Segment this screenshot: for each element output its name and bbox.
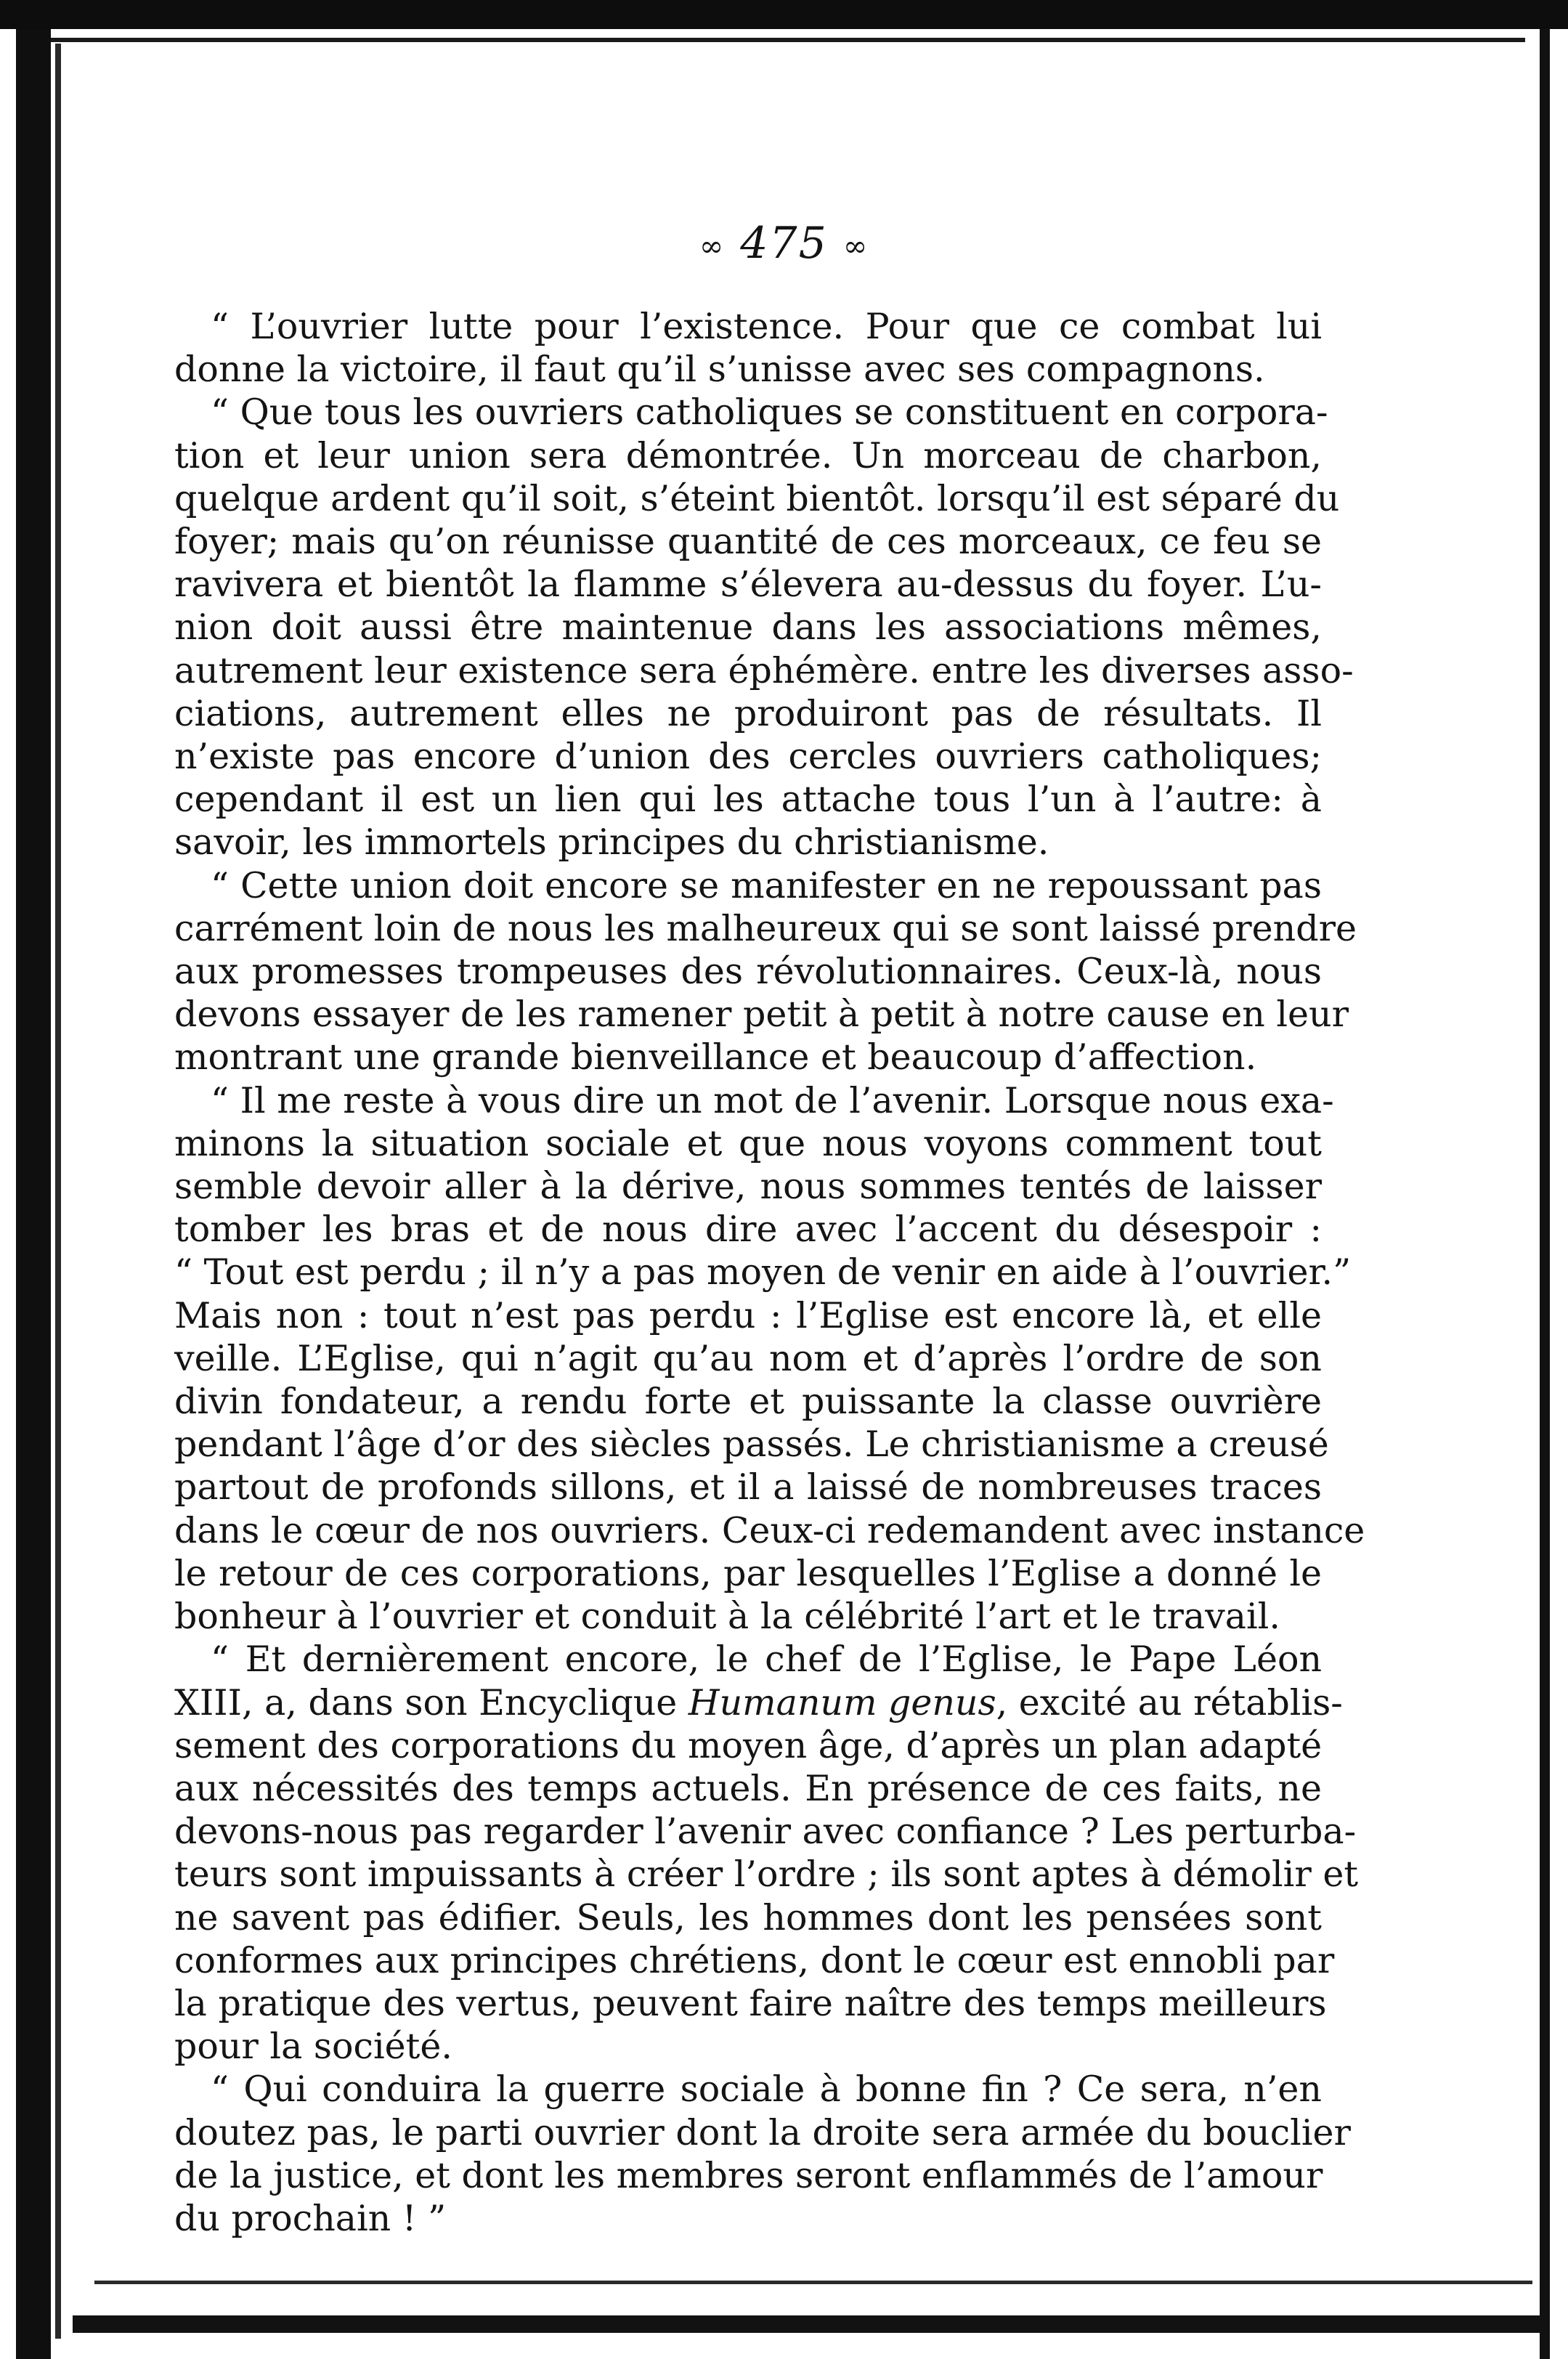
- text-line: [174, 1681, 1343, 1724]
- text-line: devons essayer de les ramener petit à petit à notre cause en leur: [174, 994, 1349, 1036]
- text-line: nion doit aussi être maintenue dans les associations mêmes,: [174, 606, 1322, 649]
- text-line: [174, 1638, 1322, 1681]
- text-line: “ Il me reste à vous dire un mot de l’avenir. Lorsque nous exa-: [211, 1079, 1334, 1121]
- text-line: [174, 1853, 1359, 1896]
- text-line: le retour de ces corporations, par lesquelles l’Eglise a donné le: [174, 1552, 1322, 1594]
- text-line: dans le cœur de nos ouvriers. Ceux-ci redemandent avec instance: [174, 1509, 1365, 1551]
- scan-border-bottom-inner: [94, 2281, 1532, 2284]
- text-line: [174, 1724, 1322, 1767]
- text-line: carrément loin de nous les malheureux qui se sont laissé prendre: [174, 907, 1357, 949]
- text-line: semble devoir aller à la dérive, nous sommes tentés de laisser: [174, 1166, 1322, 1208]
- text-line: n’existe pas encore d’union des cercles ouvriers catholiques;: [174, 736, 1322, 778]
- text-line: du prochain ! ”: [174, 2197, 447, 2239]
- body-text: [174, 305, 1365, 2240]
- ornament-right-icon: ∞: [842, 230, 869, 264]
- text-line: divin fondateur, a rendu forte et puissante la classe ouvrière: [174, 1381, 1322, 1423]
- scan-border-left: [16, 29, 51, 2359]
- text-segment: sement des corporations du moyen âge, d’après un plan adapté: [174, 1724, 1323, 1766]
- text-segment: , excité au rétablis-: [996, 1681, 1343, 1723]
- text-line: tion et leur union sera démontrée. Un morceau de charbon,: [174, 434, 1322, 476]
- text-segment: conformes aux principes chrétiens, dont le cœur est ennobli par: [174, 1939, 1335, 1981]
- text-line: partout de profonds sillons, et il a laissé de nombreuses traces: [174, 1466, 1322, 1509]
- text-line: “ Cette union doit encore se manifester en ne repoussant pas: [211, 864, 1322, 906]
- text-line: tomber les bras et de nous dire avec l’accent du désespoir :: [174, 1209, 1322, 1251]
- text-line: [174, 1767, 1322, 1810]
- text-segment: devons-nous pas regarder l’avenir avec confiance ? Les perturba-: [174, 1811, 1357, 1853]
- text-line: [174, 2025, 1322, 2068]
- text-line: “ L’ouvrier lutte pour l’existence. Pour que ce combat lui: [211, 306, 1322, 347]
- text-line: ravivera et bientôt la flamme s’élevera au-dessus du foyer. L’u-: [174, 564, 1322, 606]
- text-line: [174, 1982, 1327, 2025]
- text-segment: XIII, a, dans son Encyclique: [174, 1681, 688, 1723]
- text-segment: la pratique des vertus, peuvent faire naître des temps meilleurs: [174, 1982, 1327, 2024]
- page-number-text: 475: [740, 218, 828, 269]
- text-line: foyer; mais qu’on réunisse quantité de ces morceaux, ce feu se: [174, 521, 1322, 563]
- text-line: autrement leur existence sera éphémère. entre les diverses asso-: [174, 649, 1354, 691]
- page-number: [0, 218, 1568, 269]
- text-line: quelque ardent qu’il soit, s’éteint bientôt. lorsqu’il est séparé du: [174, 477, 1340, 519]
- paragraph: [174, 864, 1357, 1079]
- italic-title: Humanum genus: [688, 1681, 996, 1723]
- scan-border-top-inner: [44, 38, 1525, 42]
- paragraph: [174, 2068, 1351, 2240]
- text-segment: aux nécessités des temps actuels. En présence de ces faits, ne: [174, 1767, 1322, 1809]
- text-line: doutez pas, le parti ouvrier dont la droite sera armée du bouclier: [174, 2111, 1351, 2153]
- ornament-left-icon: ∞: [699, 230, 726, 264]
- text-line: aux promesses trompeuses des révolutionnaires. Ceux-là, nous: [174, 951, 1322, 993]
- text-line: minons la situation sociale et que nous voyons comment tout: [174, 1122, 1322, 1164]
- text-line: pendant l’âge d’or des siècles passés. Le christianisme a creusé: [174, 1424, 1329, 1466]
- text-line: cependant il est un lien qui les attache tous l’un à l’autre: à: [174, 779, 1322, 821]
- text-line: [174, 1896, 1322, 1939]
- paragraph: [174, 1638, 1359, 2068]
- text-line: ciations, autrement elles ne produiront pas de résultats. Il: [174, 692, 1322, 734]
- scan-border-top: [0, 0, 1568, 29]
- text-line: bonheur à l’ouvrier et conduit à la célébrité l’art et le travail.: [174, 1596, 1280, 1638]
- text-line: “ Que tous les ouvriers catholiques se constituent en corpora-: [211, 391, 1328, 434]
- text-line: Mais non : tout n’est pas perdu : l’Eglise est encore là, et elle: [174, 1294, 1322, 1336]
- text-segment: ne savent pas édifier. Seuls, les hommes dont les pensées sont: [174, 1896, 1322, 1938]
- text-line: “ Tout est perdu ; il n’y a pas moyen de venir en aide à l’ouvrier.”: [174, 1251, 1352, 1294]
- text-line: [174, 1810, 1357, 1853]
- text-line: de la justice, et dont les membres seront enflammés de l’amour: [174, 2154, 1323, 2196]
- text-segment: “ Et dernièrement encore, le chef de l’Eglise, le Pape Léon: [211, 1639, 1322, 1681]
- text-line: savoir, les immortels principes du christianisme.: [174, 821, 1049, 864]
- scan-border-left-inner: [55, 44, 61, 2339]
- text-segment: teurs sont impuissants à créer l’ordre ; ils sont aptes à démolir et: [174, 1854, 1359, 1896]
- text-line: veille. L’Eglise, qui n’agit qu’au nom et d’après l’ordre de son: [174, 1337, 1322, 1379]
- paragraph: [174, 1079, 1365, 1639]
- text-segment: pour la société.: [174, 2026, 452, 2068]
- text-line: “ Qui conduira la guerre sociale à bonne fin ? Ce sera, n’en: [211, 2068, 1322, 2111]
- scan-border-right: [1540, 29, 1550, 2359]
- text-line: montrant une grande bienveillance et beaucoup d’affection.: [174, 1036, 1257, 1079]
- text-line: donne la victoire, il faut qu’il s’unisse avec ses compagnons.: [174, 349, 1265, 391]
- scan-border-bottom: [73, 2315, 1547, 2333]
- paragraph: [174, 305, 1322, 391]
- text-line: [174, 1939, 1335, 1982]
- paragraph: [174, 391, 1354, 864]
